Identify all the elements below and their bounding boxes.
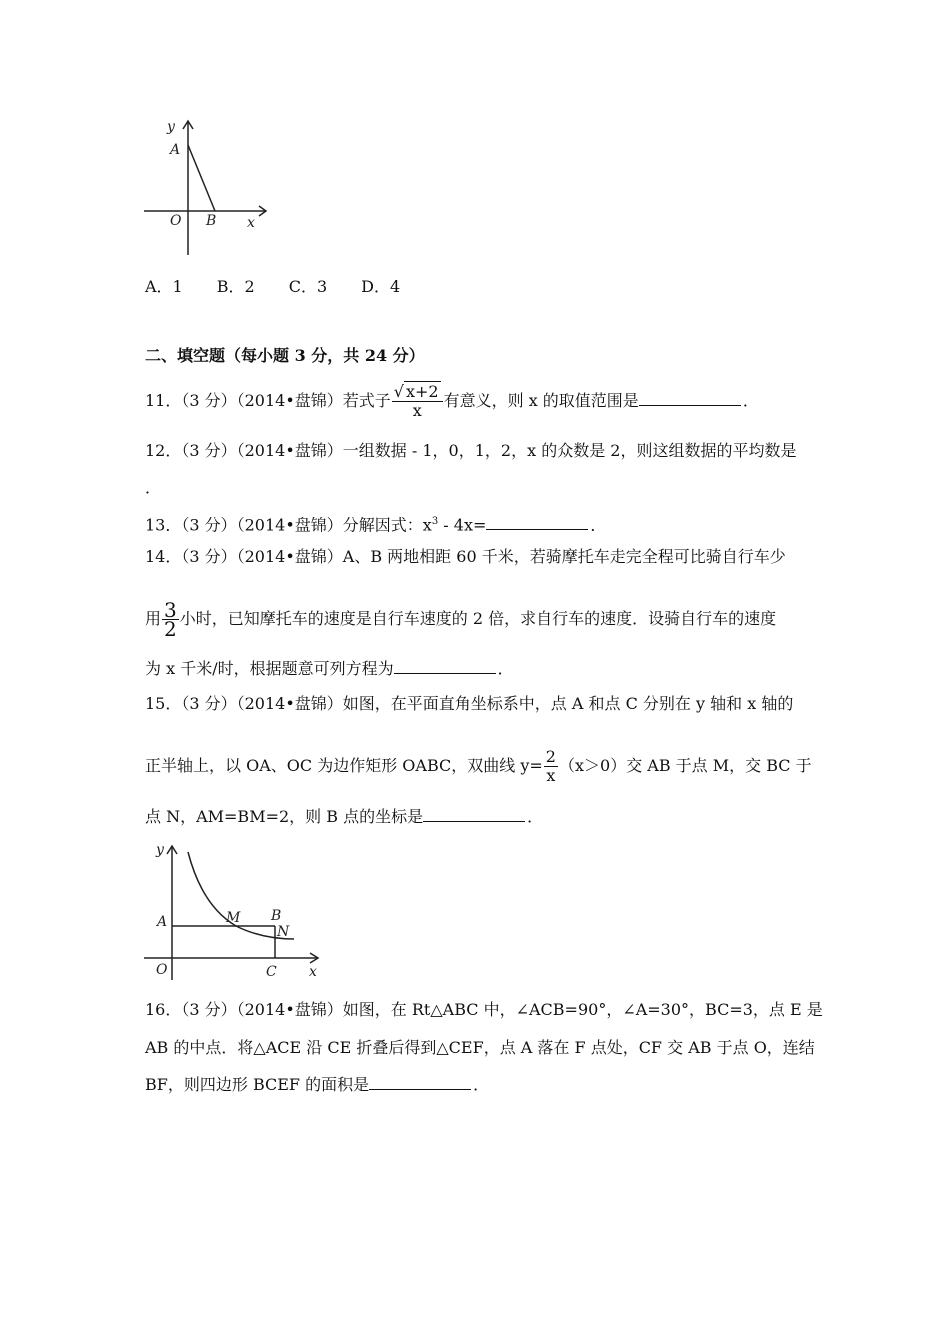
question-11 bbox=[145, 382, 759, 420]
question-16-line-3 bbox=[145, 1075, 489, 1095]
label-y: y bbox=[156, 842, 164, 858]
label-c: C bbox=[266, 964, 277, 980]
q11-denominator: x bbox=[412, 401, 422, 420]
option-a: A．1 bbox=[145, 277, 183, 296]
label-o: O bbox=[170, 213, 182, 229]
label-a: A bbox=[170, 142, 181, 158]
question-14-line-1: 14．（3 分）（2014•盘锦）A、B 两地相距 60 千米，若骑摩托车走完全程可比骑自行车少 bbox=[145, 547, 786, 566]
q14-numerator: 3 bbox=[164, 598, 177, 622]
answer-options bbox=[145, 277, 434, 297]
label-b: B bbox=[206, 213, 217, 229]
q15-denominator: x bbox=[546, 766, 556, 785]
question-15-line-3 bbox=[145, 807, 543, 827]
q16-end: ． bbox=[473, 1075, 490, 1094]
q14-fraction bbox=[162, 598, 179, 641]
q15-end: ． bbox=[527, 807, 544, 826]
q13-answer-blank[interactable] bbox=[486, 515, 588, 530]
q14-pre: 用 bbox=[145, 609, 162, 628]
option-b: B．2 bbox=[216, 277, 255, 296]
q11-fraction bbox=[392, 383, 443, 420]
label-x: x bbox=[309, 964, 317, 980]
q16-line-3-text: BF，则四边形 BCEF 的面积是 bbox=[145, 1075, 370, 1094]
q15-numerator: 2 bbox=[545, 747, 556, 766]
question-15-line-2 bbox=[145, 745, 812, 787]
q13-prefix: 13．（3 分）（2014•盘锦）分解因式：x bbox=[145, 515, 432, 535]
q16-answer-blank[interactable] bbox=[369, 1075, 471, 1090]
q11-radicand: x+2 bbox=[406, 382, 439, 401]
q11-prefix: 11．（3 分）（2014•盘锦）若式子 bbox=[145, 391, 391, 410]
q13-end: ． bbox=[590, 515, 607, 535]
question-12-line-1: 12．（3 分）（2014•盘锦）一组数据 - 1，0，1，2，x 的众数是 2，则这组数据的平均数是 bbox=[145, 441, 797, 460]
section-title: 二、填空题（每小题 3 分，共 24 分） bbox=[145, 346, 425, 365]
q14-line-3-text: 为 x 千米/时，根据题意可列方程为 bbox=[145, 659, 394, 678]
question-14-line-2 bbox=[145, 598, 776, 640]
q11-answer-blank[interactable] bbox=[639, 391, 741, 406]
label-b: B bbox=[271, 908, 282, 924]
q14-end: ． bbox=[497, 659, 514, 678]
question-14-line-3 bbox=[145, 659, 514, 679]
option-d: D．4 bbox=[361, 277, 401, 296]
q15-line-2a: 正半轴上，以 OA、OC 为边作矩形 OABC，双曲线 y= bbox=[145, 756, 543, 775]
question-16-line-2: AB 的中点．将△ACE 沿 CE 折叠后得到△CEF，点 A 落在 F 点处，CF 交 AB 于点 O，连结 bbox=[145, 1038, 815, 1057]
figure-1-graph bbox=[140, 115, 275, 260]
label-m: M bbox=[226, 910, 241, 926]
q15-fraction bbox=[544, 748, 558, 785]
q15-line-2b: （x＞0）交 AB 于点 M，交 BC 于 bbox=[558, 756, 812, 775]
sqrt-sign: √ bbox=[393, 382, 404, 401]
label-a: A bbox=[157, 914, 168, 930]
label-x: x bbox=[247, 215, 255, 231]
q11-end: ． bbox=[742, 391, 759, 410]
q15-answer-blank[interactable] bbox=[423, 807, 525, 822]
q15-line-3-text: 点 N，AM=BM=2，则 B 点的坐标是 bbox=[145, 807, 424, 826]
label-o: O bbox=[156, 962, 168, 978]
q14-denominator: 2 bbox=[164, 617, 177, 641]
q13-rest: - 4x= bbox=[438, 515, 487, 535]
question-12-line-2: ． bbox=[145, 478, 162, 497]
question-13 bbox=[145, 512, 606, 535]
q13-exponent: 3 bbox=[431, 516, 439, 527]
label-y: y bbox=[167, 119, 175, 135]
option-c: C．3 bbox=[288, 277, 328, 296]
label-n: N bbox=[277, 924, 290, 940]
q14-answer-blank[interactable] bbox=[394, 659, 496, 674]
q11-suffix: 有意义，则 x 的取值范围是 bbox=[443, 391, 639, 410]
segment-ab bbox=[188, 145, 215, 211]
question-16-line-1: 16．（3 分）（2014•盘锦）如图，在 Rt△ABC 中，∠ACB=90°，∠A=30°，BC=3，点 E 是 bbox=[145, 1000, 823, 1019]
q14-line-2-text: 小时，已知摩托车的速度是自行车速度的 2 倍，求自行车的速度．设骑自行车的速度 bbox=[179, 609, 777, 628]
figure-2-graph bbox=[140, 838, 330, 983]
question-15-line-1: 15．（3 分）（2014•盘锦）如图，在平面直角坐标系中，点 A 和点 C 分别在 y 轴和 x 轴的 bbox=[145, 694, 794, 713]
